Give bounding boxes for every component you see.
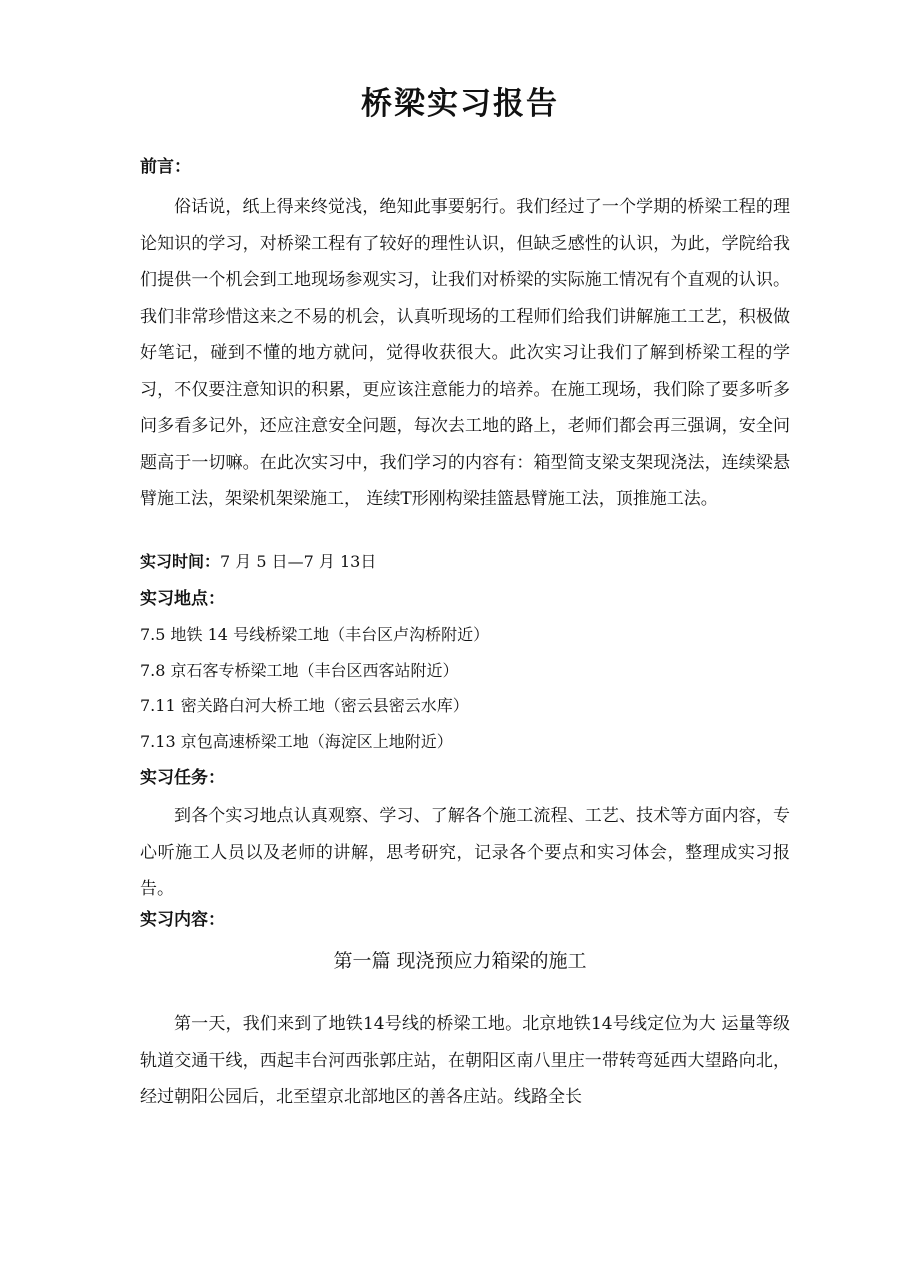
preface-heading: 前言： — [140, 157, 191, 177]
location-item: 7.13 京包高速桥梁工地（海淀区上地附近） — [140, 732, 453, 751]
content-paragraph: 第一天，我们来到了地铁14号线的桥梁工地。北京地铁14号线定位为大 运量等级轨道交通干线，西起丰台河西张郭庄站，在朝阳区南八里庄一带转弯延西大望路向北，经过朝阳公园后，北至望京北部地区的善各庄站。线路全长 — [140, 1014, 790, 1107]
location-heading: 实习地点： — [140, 589, 225, 609]
internship-time — [140, 550, 376, 574]
internship-time-value: 7 月 5 日—7 月 13日 — [220, 552, 377, 571]
location-item: 7.5 地铁 14 号线桥梁工地（丰台区卢沟桥附近） — [140, 625, 490, 644]
location-item: 7.11 密关路白河大桥工地（密云县密云水库） — [140, 696, 469, 715]
preface-paragraph: 俗话说，纸上得来终觉浅，绝知此事要躬行。我们经过了一个学期的桥梁工程的理论知识的学习，对桥梁工程有了较好的理性认识，但缺乏感性的认识，为此，学院给我们提供一个机会到工地现场参观实习，让我们对桥梁的实际施工情况有个直观的认识。我们非常珍惜这来之不易的机会，认真听现场的工程师们给我们讲解施工工艺，积极做好笔记，碰到不懂的地方就问，觉得收获很大。此次实习让我们了解到桥梁工程的学习，不仅要注意知识的积累，更应该注意能力的培养。在施工现场，我们除了要多听多问多看多记外，还应注意安全问题，每次去工地的路上，老师们都会再三强调，安全问题高于一切嘛。在此次实习中，我们学习的内容有：箱型简支梁支架现浇法，连续梁悬臂施工法，架梁机架梁施工， 连续T形刚构梁挂篮悬臂施工法，顶推施工法。 — [140, 197, 790, 509]
task-paragraph: 到各个实习地点认真观察、学习、了解各个施工流程、工艺、技术等方面内容，专心听施工人员以及老师的讲解，思考研究，记录各个要点和实习体会，整理成实习报告。 — [140, 806, 790, 899]
internship-time-label: 实习时间： — [140, 552, 221, 571]
content-heading: 实习内容： — [140, 910, 225, 930]
task-heading: 实习任务： — [140, 768, 225, 788]
location-item: 7.8 京石客专桥梁工地（丰台区西客站附近） — [140, 661, 459, 680]
chapter-title: 第一篇 现浇预应力箱梁的施工 — [333, 950, 587, 972]
document-title: 桥梁实习报告 — [361, 86, 559, 122]
